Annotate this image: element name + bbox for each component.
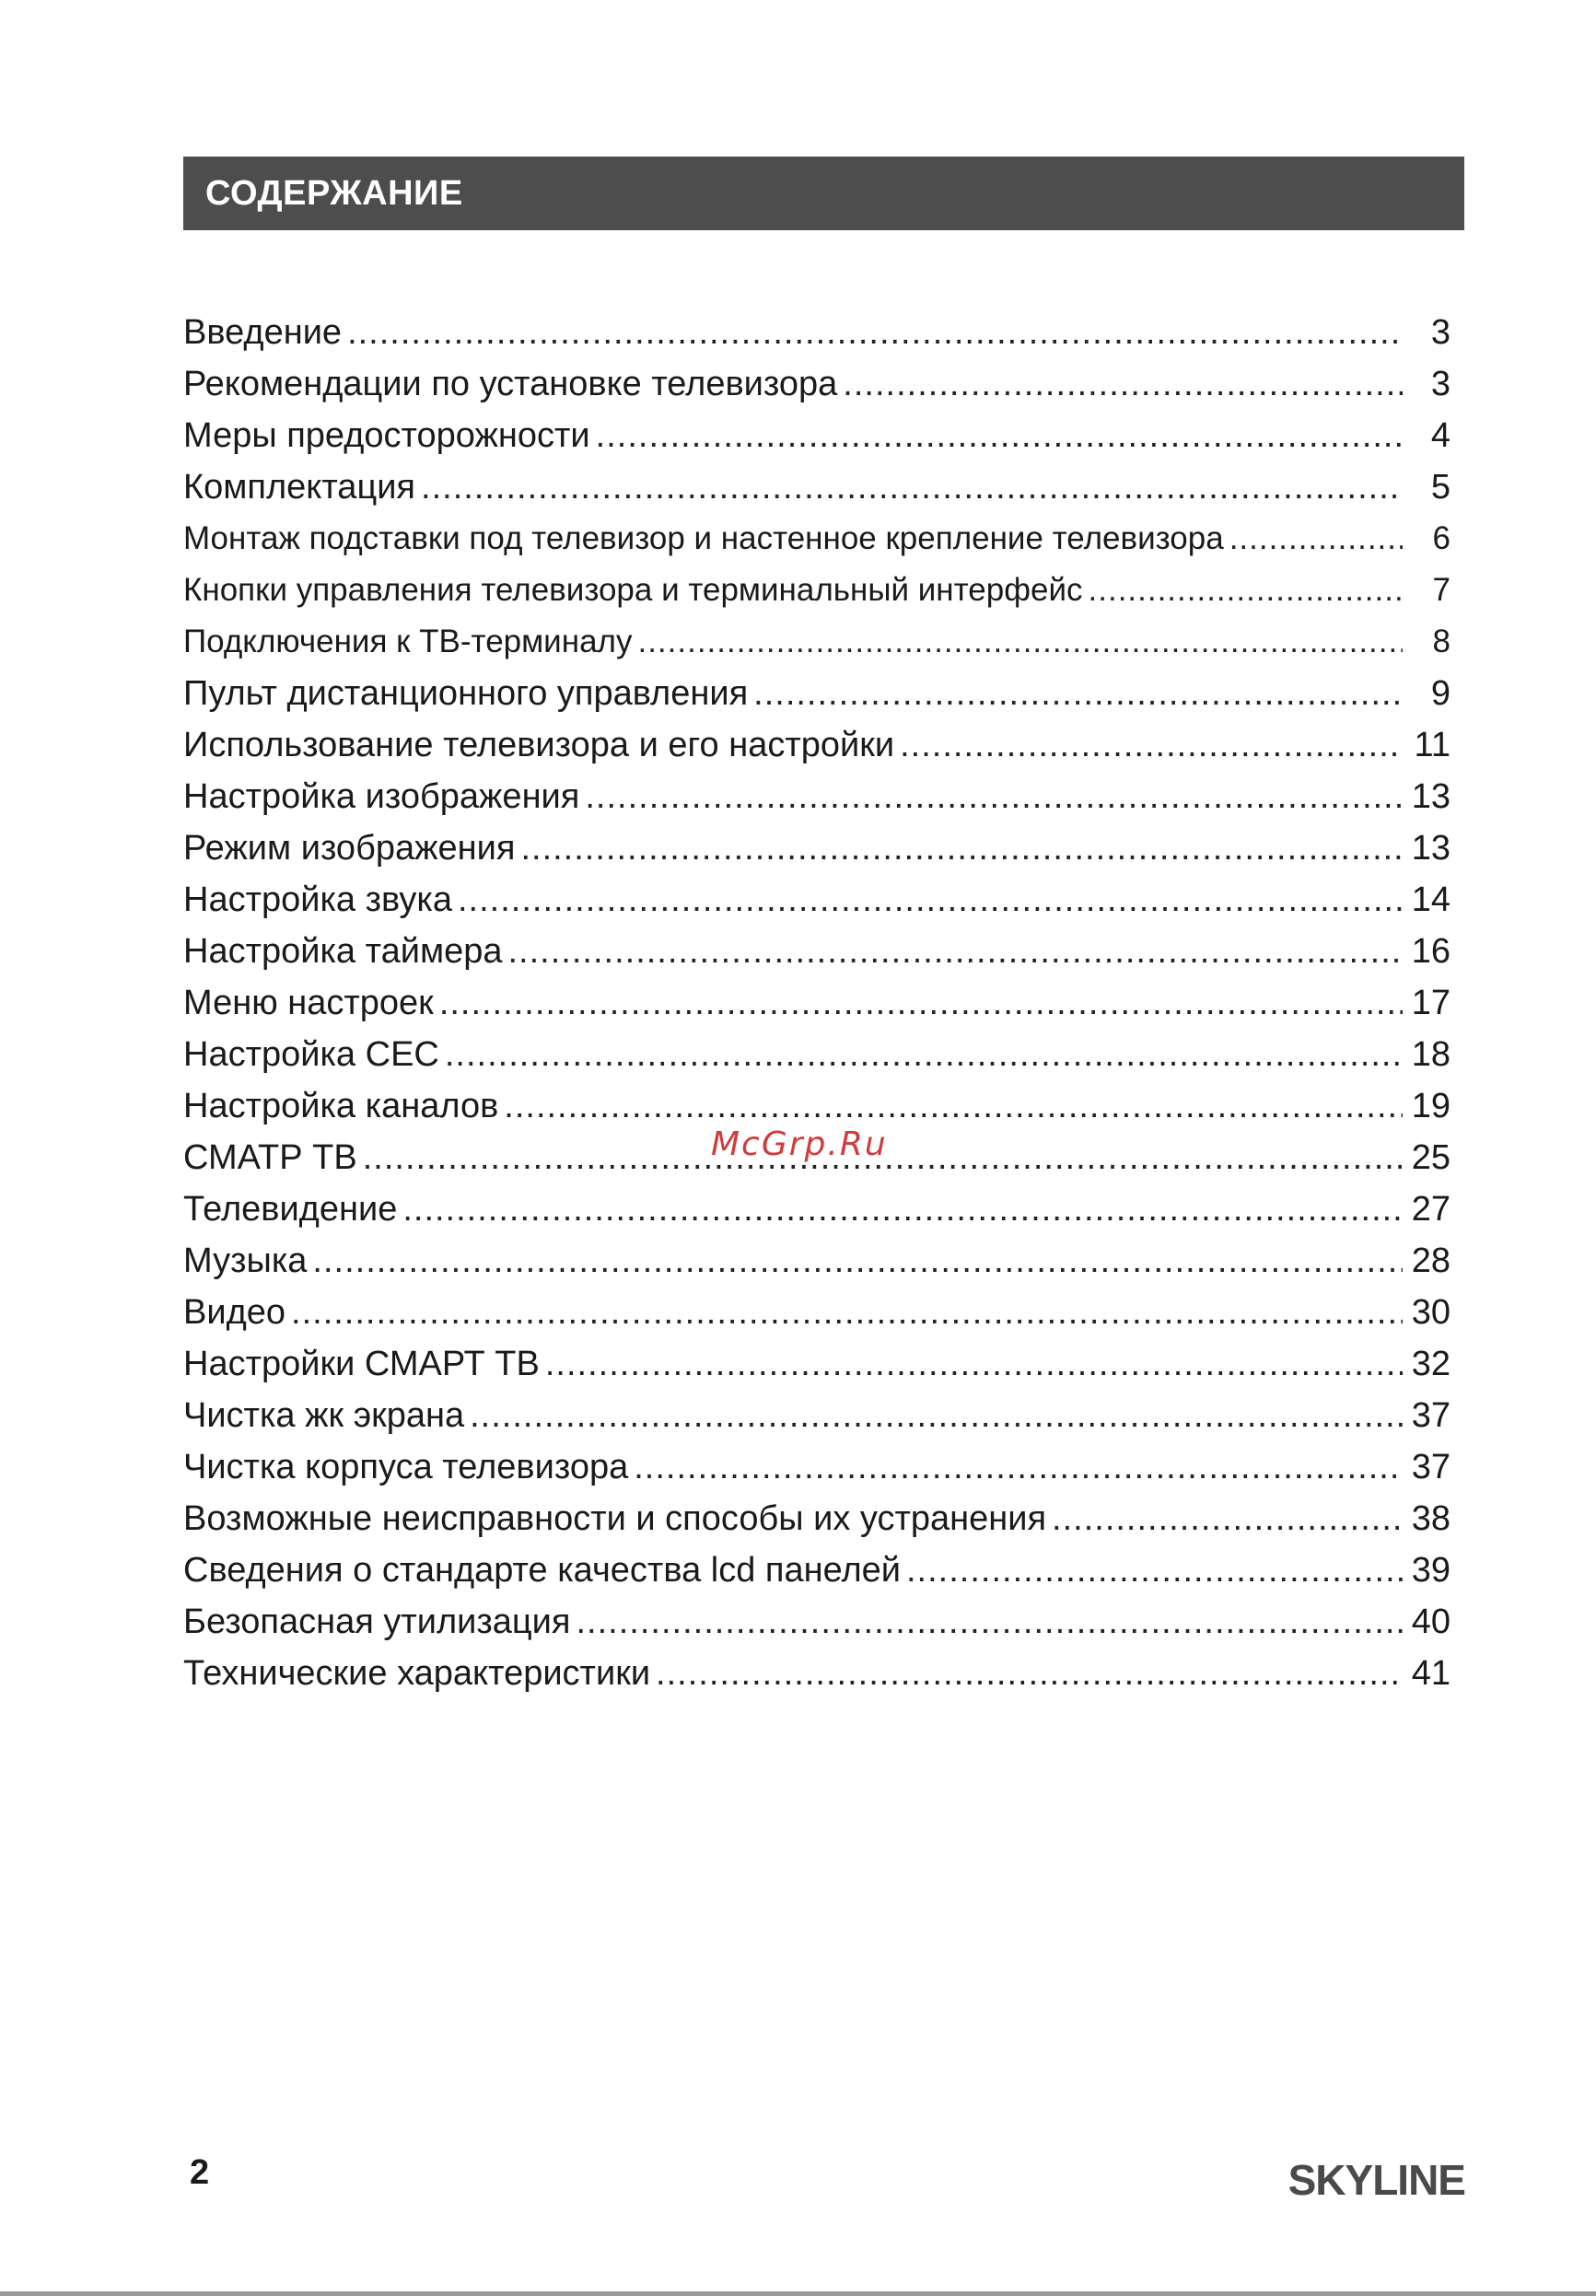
toc-entry-safe-disposal[interactable] (183, 1596, 1450, 1648)
toc-dot-leader (1052, 1493, 1403, 1544)
toc-entry-label: Пульт дистанционного управления (183, 674, 749, 713)
toc-entry-label: Введение (183, 313, 343, 352)
toc-entry-label: Настройки СМАРТ ТВ (183, 1345, 540, 1383)
toc-entry-settings-menu[interactable] (183, 977, 1450, 1029)
toc-entry-label: Настройка каналов (183, 1087, 499, 1125)
toc-entry-stand-wall-mount[interactable] (183, 513, 1450, 565)
toc-entry-page: 25 (1411, 1138, 1450, 1177)
toc-entry-page: 37 (1411, 1448, 1450, 1486)
toc-dot-leader (900, 719, 1403, 771)
toc-dot-leader (596, 410, 1403, 461)
toc-dot-leader (504, 1080, 1403, 1132)
toc-entry-page: 7 (1432, 572, 1450, 608)
toc-entry-label: Меры предосторожности (183, 416, 590, 455)
toc-entry-page: 38 (1411, 1499, 1450, 1538)
toc-dot-leader (753, 668, 1403, 719)
toc-entry-label: Музыка (183, 1241, 308, 1280)
toc-entry-label: Сведения о стандарте качества lcd панелей (183, 1551, 901, 1590)
toc-entry-page: 4 (1430, 416, 1450, 455)
toc-entry-page: 13 (1411, 777, 1450, 816)
toc-entry-specifications[interactable] (183, 1648, 1450, 1699)
toc-dot-leader (470, 1390, 1403, 1441)
toc-dot-leader (656, 1648, 1403, 1699)
toc-dot-leader (545, 1338, 1403, 1390)
toc-entry-label: Меню настроек (183, 984, 434, 1022)
toc-entry-label: Монтаж подставки под телевизор и настенное крепление телевизора (183, 520, 1224, 556)
table-of-contents (183, 307, 1450, 1699)
toc-entry-page: 6 (1432, 520, 1450, 556)
toc-dot-leader (312, 1235, 1403, 1287)
brand-logo: SKYLINE (1287, 2156, 1465, 2204)
toc-entry-label: Безопасная утилизация (183, 1603, 571, 1641)
toc-dot-leader (291, 1287, 1403, 1338)
toc-entry-label: Технические характеристики (183, 1654, 651, 1693)
toc-dot-leader (634, 1441, 1403, 1493)
toc-entry-lcd-quality-standard[interactable] (183, 1544, 1450, 1596)
toc-entry-page: 41 (1411, 1654, 1450, 1693)
toc-dot-leader (421, 461, 1403, 513)
watermark: McGrp.Ru (711, 1125, 888, 1163)
toc-entry-label: СМАТР ТВ (183, 1138, 357, 1177)
toc-entry-page: 3 (1430, 313, 1450, 352)
toc-dot-leader (1229, 513, 1403, 565)
toc-dot-leader (347, 307, 1403, 358)
toc-entry-label: Использование телевизора и его настройки (183, 726, 895, 764)
toc-entry-label: Рекомендации по установке телевизора (183, 365, 838, 403)
bottom-divider (0, 2291, 1596, 2296)
page-title: СОДЕРЖАНИЕ (205, 173, 463, 213)
toc-entry-picture-settings[interactable] (183, 771, 1450, 822)
toc-entry-page: 19 (1411, 1087, 1450, 1125)
toc-entry-page: 5 (1430, 468, 1450, 507)
toc-entry-page: 11 (1414, 726, 1450, 764)
toc-entry-label: Чистка жк экрана (183, 1396, 465, 1435)
toc-dot-leader (577, 1596, 1404, 1648)
toc-entry-lcd-cleaning[interactable] (183, 1390, 1450, 1441)
toc-entry-label: Настройка звука (183, 880, 452, 919)
toc-entry-page: 18 (1411, 1035, 1450, 1074)
toc-entry-page: 32 (1411, 1345, 1450, 1383)
toc-entry-label: Видео (183, 1293, 286, 1332)
toc-entry-label: Кнопки управления телевизора и терминальный интерфейс (183, 572, 1083, 608)
toc-entry-control-buttons[interactable] (183, 565, 1450, 616)
toc-dot-leader (508, 926, 1404, 977)
toc-entry-page: 14 (1411, 880, 1450, 919)
toc-entry-label: Комплектация (183, 468, 416, 507)
toc-entry-precautions[interactable] (183, 410, 1450, 461)
toc-entry-label: Возможные неисправности и способы их устранения (183, 1499, 1047, 1538)
toc-entry-page: 27 (1411, 1190, 1450, 1229)
toc-entry-remote-control[interactable] (183, 668, 1450, 719)
toc-dot-leader (402, 1183, 1403, 1235)
toc-entry-smart-tv-settings[interactable] (183, 1338, 1450, 1390)
toc-entry-case-cleaning[interactable] (183, 1441, 1450, 1493)
toc-entry-music[interactable] (183, 1235, 1450, 1287)
toc-entry-terminal-connections[interactable] (183, 616, 1450, 668)
toc-entry-page: 40 (1411, 1603, 1450, 1641)
toc-dot-leader (445, 1029, 1403, 1080)
page-number: 2 (190, 2153, 210, 2192)
toc-entry-label: Настройка таймера (183, 932, 503, 971)
toc-entry-channel-settings[interactable] (183, 1080, 1450, 1132)
toc-entry-using-tv[interactable] (183, 719, 1450, 771)
toc-entry-page: 17 (1411, 984, 1450, 1022)
toc-entry-installation-recommendations[interactable] (183, 358, 1450, 410)
toc-entry-page: 37 (1411, 1396, 1450, 1435)
toc-dot-leader (637, 616, 1403, 668)
section-header-bar (183, 157, 1464, 230)
toc-entry-television[interactable] (183, 1183, 1450, 1235)
toc-entry-page: 39 (1411, 1551, 1450, 1590)
toc-entry-page: 3 (1430, 365, 1450, 403)
toc-entry-video[interactable] (183, 1287, 1450, 1338)
toc-entry-page: 28 (1411, 1241, 1450, 1280)
toc-entry-label: Чистка корпуса телевизора (183, 1448, 629, 1486)
toc-dot-leader (439, 977, 1403, 1029)
toc-entry-label: Режим изображения (183, 829, 516, 868)
toc-entry-page: 30 (1411, 1293, 1450, 1332)
toc-entry-introduction[interactable] (183, 307, 1450, 358)
toc-entry-package-contents[interactable] (183, 461, 1450, 513)
toc-dot-leader (458, 874, 1403, 926)
toc-entry-page: 8 (1432, 624, 1450, 659)
toc-entry-picture-mode[interactable] (183, 822, 1450, 874)
toc-entry-label: Телевидение (183, 1190, 398, 1229)
toc-dot-leader (1089, 565, 1403, 616)
toc-entry-page: 9 (1430, 674, 1450, 713)
toc-entry-sound-settings[interactable] (183, 874, 1450, 926)
toc-entry-label: Настройка CEC (183, 1035, 439, 1074)
toc-entry-page: 16 (1411, 932, 1450, 971)
toc-dot-leader (906, 1544, 1403, 1596)
toc-entry-troubleshooting[interactable] (183, 1493, 1450, 1544)
toc-dot-leader (520, 822, 1403, 874)
toc-entry-page: 13 (1411, 829, 1450, 868)
toc-entry-timer-settings[interactable] (183, 926, 1450, 977)
toc-entry-label: Подключения к ТВ-терминалу (183, 624, 633, 659)
toc-dot-leader (585, 771, 1403, 822)
toc-entry-cec-settings[interactable] (183, 1029, 1450, 1080)
toc-entry-label: Настройка изображения (183, 777, 580, 816)
toc-dot-leader (843, 358, 1403, 410)
